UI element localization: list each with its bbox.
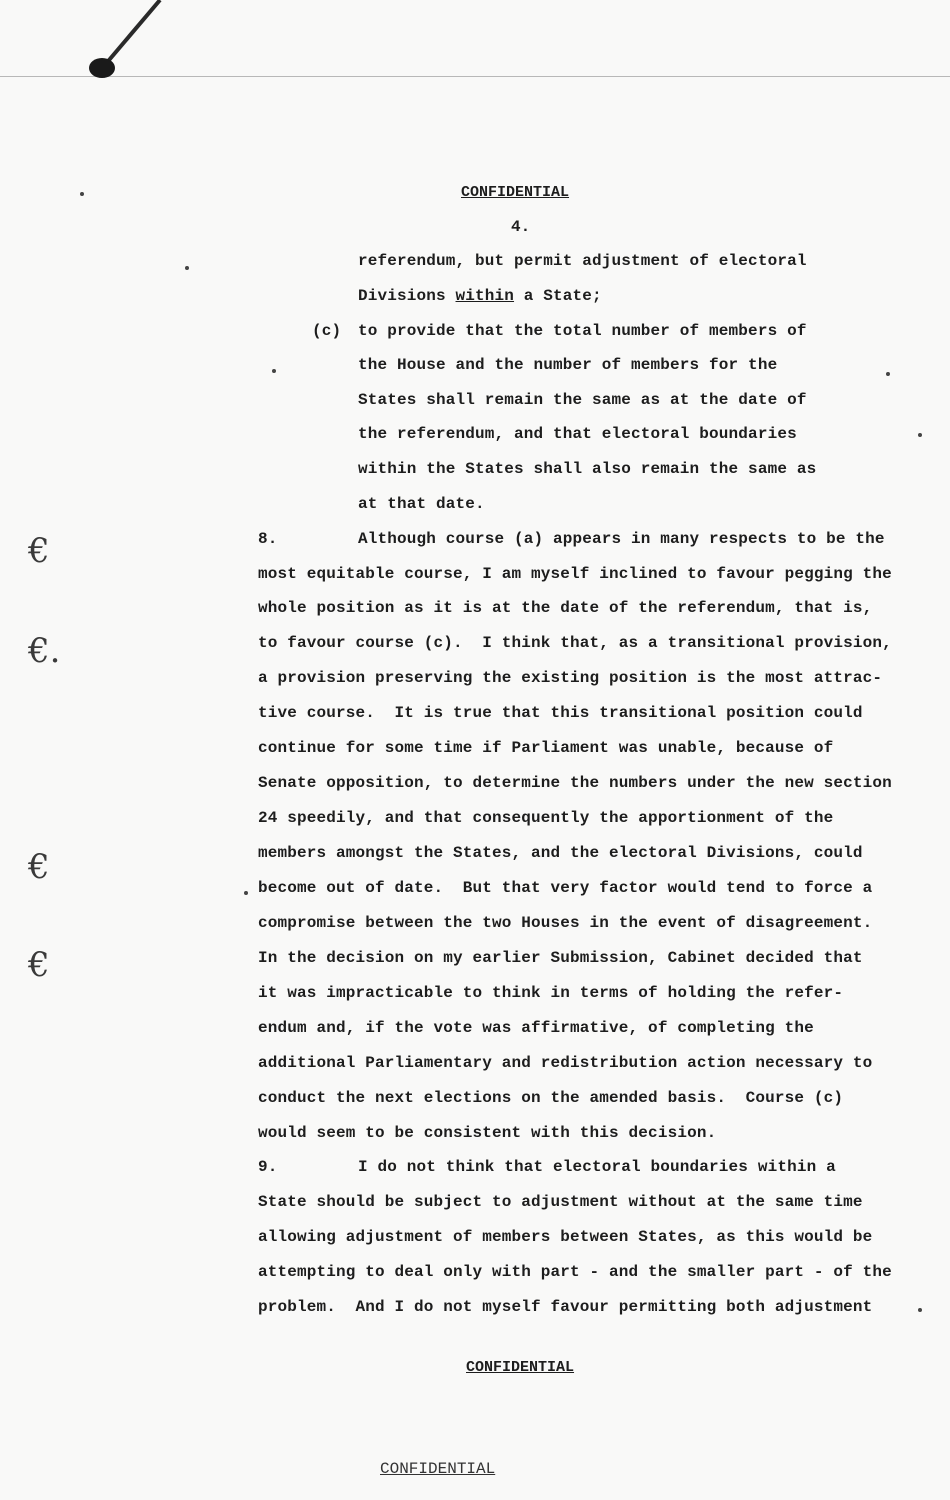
para-8-line-7: continue for some time if Parliament was unable, because of bbox=[258, 739, 834, 757]
para-8-line-2: most equitable course, I am myself inclined to favour pegging the bbox=[258, 565, 892, 583]
item-c-line-4: the referendum, and that electoral boundaries bbox=[358, 425, 797, 443]
para-9-line-5: problem. And I do not myself favour permitting both adjustment bbox=[258, 1298, 873, 1316]
para-8-line-10: members amongst the States, and the electoral Divisions, could bbox=[258, 844, 863, 862]
para-9-line-2: State should be subject to adjustment without at the same time bbox=[258, 1193, 863, 1211]
scan-speck bbox=[185, 266, 189, 270]
item-b-text-a: Divisions bbox=[358, 287, 456, 305]
scan-speck bbox=[918, 1308, 922, 1312]
page-number: 4. bbox=[511, 218, 531, 236]
para-8-line-8: Senate opposition, to determine the numbers under the new section bbox=[258, 774, 892, 792]
para-8-line-16: additional Parliamentary and redistribution action necessary to bbox=[258, 1054, 873, 1072]
margin-hole-mark: €. bbox=[28, 631, 61, 671]
scan-speck bbox=[244, 891, 248, 895]
para-8-line-14: it was impracticable to think in terms of holding the refer- bbox=[258, 984, 844, 1002]
scan-speck bbox=[80, 192, 84, 196]
item-b-line-1: referendum, but permit adjustment of electoral bbox=[358, 252, 807, 270]
next-page-classification: CONFIDENTIAL bbox=[380, 1460, 496, 1478]
item-b-emphasis-within: within bbox=[455, 287, 515, 305]
para-8-line-5: a provision preserving the existing position is the most attrac- bbox=[258, 669, 883, 687]
para-8-line-17: conduct the next elections on the amended basis. Course (c) bbox=[258, 1089, 844, 1107]
para-8-line-11: become out of date. But that very factor would tend to force a bbox=[258, 879, 873, 897]
item-c-label: (c) bbox=[312, 322, 342, 340]
para-8-line-18: would seem to be consistent with this decision. bbox=[258, 1124, 717, 1142]
margin-hole-mark: € bbox=[28, 847, 50, 887]
margin-hole-mark: € bbox=[28, 945, 50, 985]
para-8-line-13: In the decision on my earlier Submission, Cabinet decided that bbox=[258, 949, 863, 967]
footer-classification: CONFIDENTIAL bbox=[466, 1359, 575, 1376]
para-8-line-9: 24 speedily, and that consequently the apportionment of the bbox=[258, 809, 834, 827]
para-8-number: 8. bbox=[258, 530, 278, 548]
para-8-line-6: tive course. It is true that this transitional position could bbox=[258, 704, 863, 722]
para-8-line-15: endum and, if the vote was affirmative, of completing the bbox=[258, 1019, 814, 1037]
para-9-line-1: I do not think that electoral boundaries within a bbox=[358, 1158, 836, 1176]
para-9-line-3: allowing adjustment of members between States, as this would be bbox=[258, 1228, 873, 1246]
item-c-line-1: to provide that the total number of members of bbox=[358, 322, 807, 340]
scan-speck bbox=[886, 372, 890, 376]
margin-hole-mark: € bbox=[28, 531, 50, 571]
item-b-line-2 bbox=[358, 286, 602, 306]
para-8-line-1: Although course (a) appears in many respects to be the bbox=[358, 530, 885, 548]
header-classification: CONFIDENTIAL bbox=[461, 184, 570, 201]
item-c-line-6: at that date. bbox=[358, 495, 485, 513]
para-9-number: 9. bbox=[258, 1158, 278, 1176]
para-9-line-4: attempting to deal only with part - and the smaller part - of the bbox=[258, 1263, 892, 1281]
item-c-line-5: within the States shall also remain the same as bbox=[358, 460, 817, 478]
item-c-line-3: States shall remain the same as at the date of bbox=[358, 391, 807, 409]
scan-speck bbox=[272, 369, 276, 373]
staple-mark bbox=[78, 0, 168, 82]
scan-speck bbox=[918, 433, 922, 437]
item-c-line-2: the House and the number of members for the bbox=[358, 356, 778, 374]
item-b-text-b: a State; bbox=[514, 287, 602, 305]
para-8-line-12: compromise between the two Houses in the event of disagreement. bbox=[258, 914, 873, 932]
para-8-line-4: to favour course (c). I think that, as a transitional provision, bbox=[258, 634, 892, 652]
para-8-line-3: whole position as it is at the date of the referendum, that is, bbox=[258, 599, 873, 617]
